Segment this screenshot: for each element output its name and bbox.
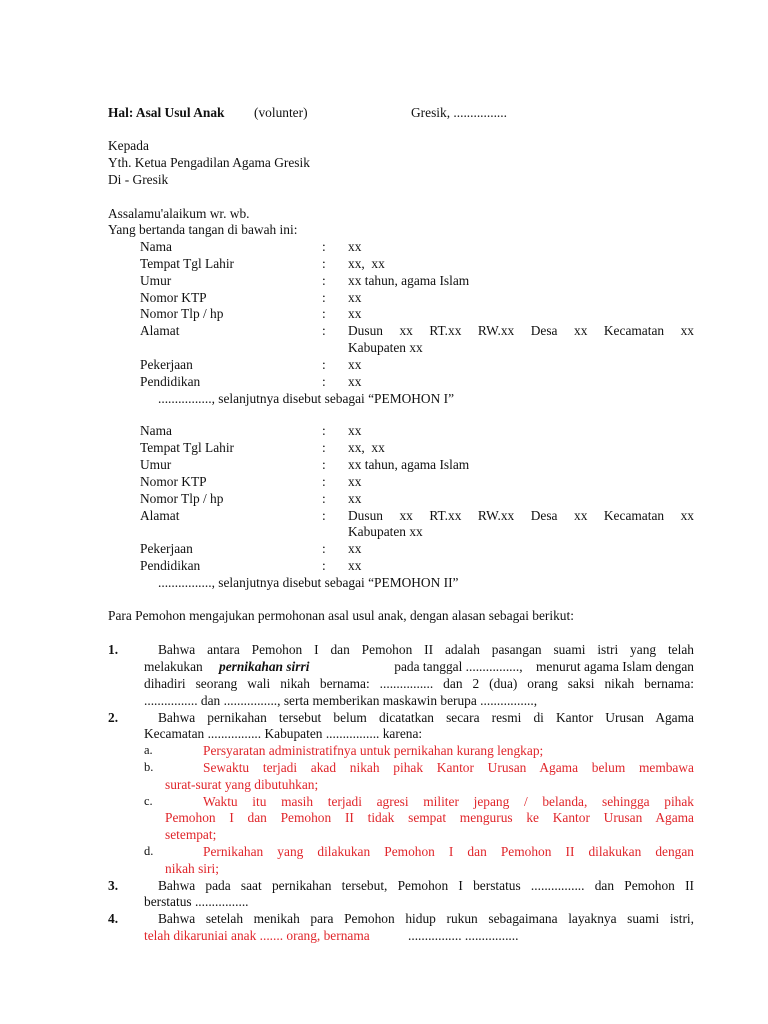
- field-label: Umur: [140, 457, 172, 472]
- item-number: 1.: [108, 642, 119, 657]
- addressee-line: Yth. Ketua Pengadilan Agama Gresik: [108, 155, 310, 170]
- field-value-cont: Kabupaten xx: [348, 524, 423, 539]
- item-text-a: melakukan: [144, 659, 203, 674]
- field-label: Pekerjaan: [140, 541, 193, 556]
- sub-text: nikah siri;: [165, 861, 219, 876]
- field-label: Nama: [140, 239, 172, 254]
- field-label: Alamat: [140, 508, 180, 523]
- field-value: Dusun xx RT.xx RW.xx Desa xx Kecamatan xx: [348, 323, 694, 338]
- field-colon: :: [322, 357, 326, 372]
- field-value: xx: [348, 290, 362, 305]
- field-colon: :: [322, 508, 326, 523]
- item-text: dihadiri seorang wali nikah bernama: ................ dan 2 (dua) orang saksi nikah bernama:: [144, 676, 694, 691]
- field-value: xx: [348, 474, 362, 489]
- field-value: xx tahun, agama Islam: [348, 273, 470, 288]
- field-value: xx: [348, 239, 362, 254]
- pemohon-caption: ................, selanjutnya disebut sebagai “PEMOHON II”: [158, 575, 459, 590]
- field-label: Pekerjaan: [140, 357, 193, 372]
- item-text-red: telah dikaruniai anak ....... orang, bernama: [144, 928, 370, 943]
- field-value: xx, xx: [348, 440, 385, 455]
- field-value: xx: [348, 374, 362, 389]
- item-text: berstatus ................: [144, 894, 249, 909]
- sub-letter: c.: [144, 794, 153, 808]
- sub-text: surat-surat yang dibutuhkan;: [165, 777, 319, 792]
- field-colon: :: [322, 306, 326, 321]
- field-value: xx, xx: [348, 256, 385, 271]
- field-label: Nomor Tlp / hp: [140, 306, 224, 321]
- field-label: Pendidikan: [140, 374, 201, 389]
- greeting: Assalamu'alaikum wr. wb.: [108, 206, 250, 221]
- reasons-intro: Para Pemohon mengajukan permohonan asal usul anak, dengan alasan sebagai berikut:: [108, 608, 574, 623]
- item-number: 2.: [108, 710, 119, 725]
- field-label: Umur: [140, 273, 172, 288]
- field-colon: :: [322, 541, 326, 556]
- field-label: Tempat Tgl Lahir: [140, 440, 235, 455]
- field-colon: :: [322, 440, 326, 455]
- sub-letter: a.: [144, 743, 153, 757]
- pemohon-caption: ................, selanjutnya disebut sebagai “PEMOHON I”: [158, 391, 455, 406]
- addressee-line: Kepada: [108, 138, 149, 153]
- field-value: xx: [348, 357, 362, 372]
- item-text: Bahwa pernikahan tersebut belum dicatatkan secara resmi di Kantor Urusan Agama: [158, 710, 694, 725]
- field-value: xx tahun, agama Islam: [348, 457, 470, 472]
- field-label: Nomor KTP: [140, 474, 207, 489]
- field-colon: :: [322, 239, 326, 254]
- sub-text: Pernikahan yang dilakukan Pemohon I dan Pemohon II dilakukan dengan: [203, 844, 694, 859]
- sub-text: Sewaktu terjadi akad nikah pihak Kantor Urusan Agama belum membawa: [203, 760, 694, 775]
- item-number: 4.: [108, 911, 119, 926]
- field-label: Nomor Tlp / hp: [140, 491, 224, 506]
- field-colon: :: [322, 558, 326, 573]
- field-label: Tempat Tgl Lahir: [140, 256, 235, 271]
- item-text: Bahwa antara Pemohon I dan Pemohon II adalah pasangan suami istri yang telah: [158, 642, 694, 657]
- field-label: Pendidikan: [140, 558, 201, 573]
- item-text: Kecamatan ................ Kabupaten ................ karena:: [144, 726, 423, 741]
- field-value: xx: [348, 558, 362, 573]
- item-text: ................ ................: [408, 928, 519, 943]
- field-value-cont: Kabupaten xx: [348, 340, 423, 355]
- field-value: xx: [348, 491, 362, 506]
- field-colon: :: [322, 374, 326, 389]
- item-number: 3.: [108, 878, 119, 893]
- field-colon: :: [322, 423, 326, 438]
- subject-note: (volunter): [254, 105, 308, 120]
- field-value: xx: [348, 306, 362, 321]
- field-value: xx: [348, 423, 362, 438]
- field-colon: :: [322, 491, 326, 506]
- field-colon: :: [322, 323, 326, 338]
- field-colon: :: [322, 290, 326, 305]
- field-label: Alamat: [140, 323, 180, 338]
- item-text-c: pada tanggal ................, menurut agama Islam dengan: [394, 659, 694, 674]
- sub-text: setempat;: [165, 827, 217, 842]
- field-colon: :: [322, 457, 326, 472]
- sub-letter: b.: [144, 760, 154, 774]
- subject-label: Hal: Asal Usul Anak: [108, 105, 225, 120]
- field-label: Nomor KTP: [140, 290, 207, 305]
- item-text: Bahwa setelah menikah para Pemohon hidup rukun sebagaimana layaknya suami istri,: [158, 911, 694, 926]
- field-value: xx: [348, 541, 362, 556]
- field-colon: :: [322, 474, 326, 489]
- item-text-emph: pernikahan sirri: [219, 659, 310, 674]
- field-value: Dusun xx RT.xx RW.xx Desa xx Kecamatan xx: [348, 508, 694, 523]
- sub-text: Waktu itu masih terjadi agresi militer jepang / belanda, sehingga pihak: [203, 794, 694, 809]
- field-label: Nama: [140, 423, 172, 438]
- sub-text: Persyaratan administratifnya untuk pernikahan kurang lengkap;: [203, 743, 544, 758]
- item-text: ................ dan ................, serta memberikan maskawin berupa ................,: [144, 693, 538, 708]
- sub-text: Pemohon I dan Pemohon II tidak sempat mengurus ke Kantor Urusan Agama: [165, 810, 694, 825]
- field-colon: :: [322, 273, 326, 288]
- intro-text: Yang bertanda tangan di bawah ini:: [108, 222, 298, 237]
- addressee-line: Di - Gresik: [108, 172, 169, 187]
- sub-letter: d.: [144, 844, 154, 858]
- item-text: Bahwa pada saat pernikahan tersebut, Pemohon I berstatus ................ dan Pemohon II: [158, 878, 694, 893]
- field-colon: :: [322, 256, 326, 271]
- place-date: Gresik, ................: [411, 105, 507, 120]
